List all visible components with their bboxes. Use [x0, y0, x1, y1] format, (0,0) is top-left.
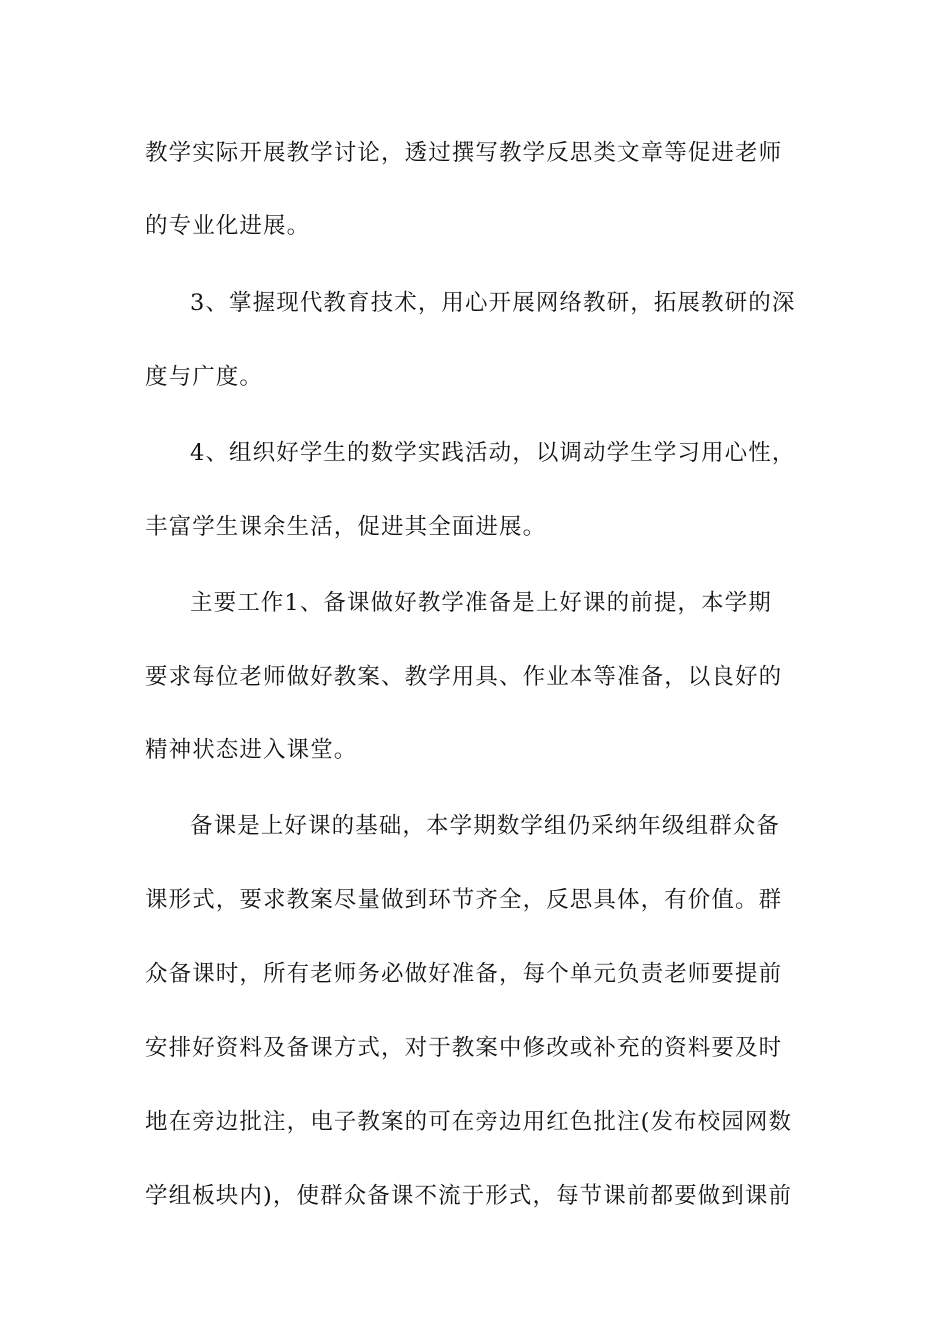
main-work-line-3: 精神状态进入课堂。: [145, 737, 358, 763]
paragraph-4-line-2: 丰富学生课余生活，促进其全面进展。: [145, 514, 547, 540]
lesson-prep-line-5: 地在旁边批注，电子教案的可在旁边用红色批注(发布校园网数: [145, 1109, 793, 1135]
main-work-line-2: 要求每位老师做好教案、教学用具、作业本等准备，以良好的: [145, 664, 783, 690]
lesson-prep-line-1: 备课是上好课的基础，本学期数学组仍采纳年级组群众备: [190, 813, 781, 839]
main-work-line-1: 主要工作1、备课做好教学准备是上好课的前提，本学期: [190, 590, 772, 616]
paragraph-3-line-2: 度与广度。: [145, 364, 264, 390]
text-line-1: 教学实际开展教学讨论，透过撰写教学反思类文章等促进老师: [145, 140, 783, 166]
lesson-prep-line-2: 课形式，要求教案尽量做到环节齐全，反思具体，有价值。群: [145, 887, 783, 913]
paragraph-3-line-1: 3、掌握现代教育技术，用心开展网络教研，拓展教研的深: [190, 290, 796, 316]
lesson-prep-line-4: 安排好资料及备课方式，对于教案中修改或补充的资料要及时: [145, 1035, 783, 1061]
lesson-prep-line-3: 众备课时，所有老师务必做好准备，每个单元负责老师要提前: [145, 961, 783, 987]
lesson-prep-line-6: 学组板块内)，使群众备课不流于形式，每节课前都要做到课前: [145, 1183, 793, 1209]
paragraph-4-line-1: 4、组织好学生的数学实践活动，以调动学生学习用心性，: [190, 440, 796, 466]
text-line-2: 的专业化进展。: [145, 213, 311, 239]
